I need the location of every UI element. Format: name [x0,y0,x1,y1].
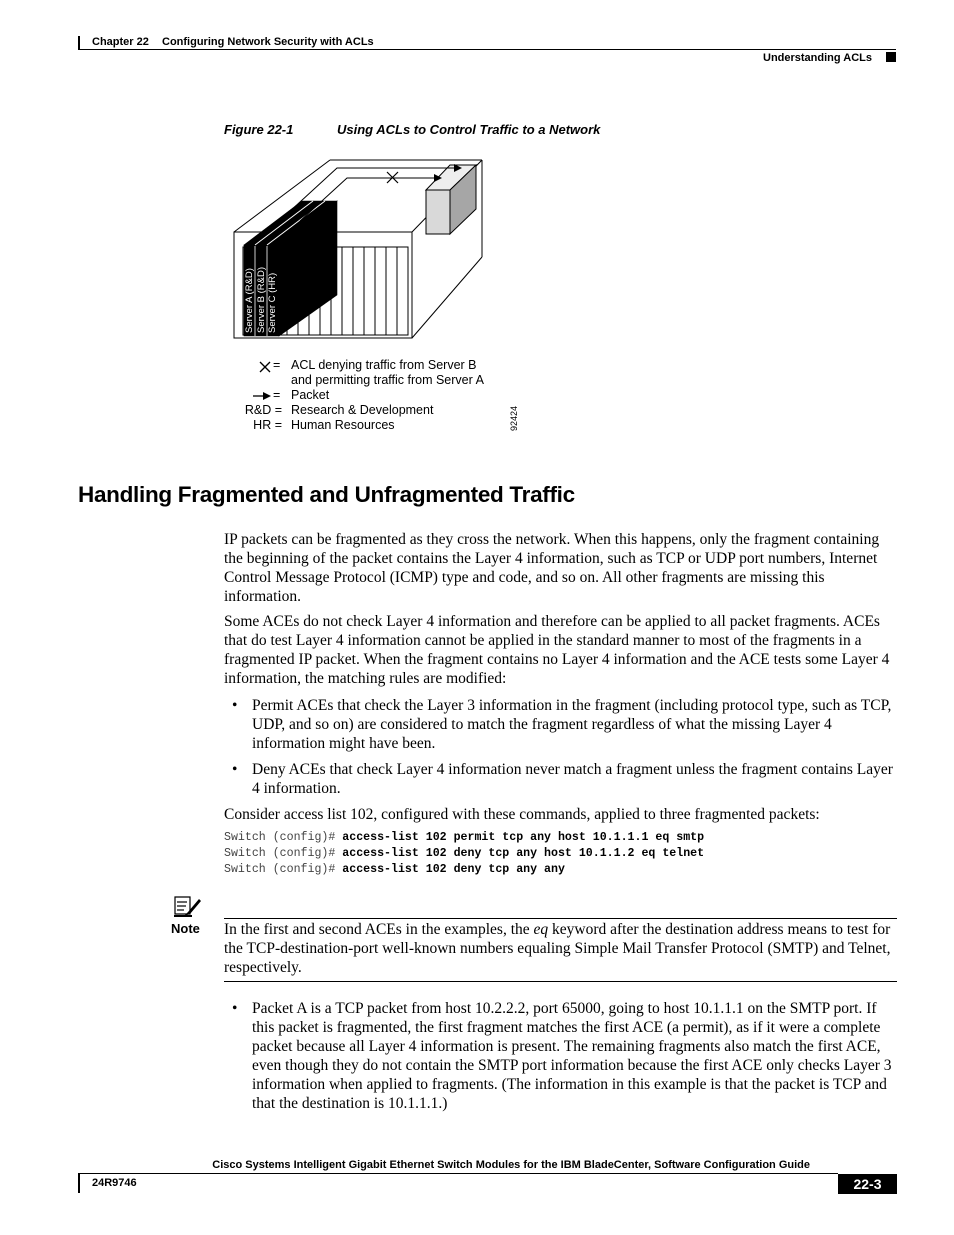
code-line [224,847,704,860]
code-command: access-list 102 deny tcp any host 10.1.1.2 eq telnet [342,847,705,860]
code-line [224,831,704,844]
header-marker [886,52,896,62]
bullet-dot: • [232,761,238,778]
header-section: Understanding ACLs [763,52,872,64]
legend-text-0: ACL denying traffic from Server B [291,358,477,372]
code-command: access-list 102 permit tcp any host 10.1.1.1 eq smtp [342,831,705,844]
footer-page-number: 22-3 [853,1176,882,1192]
legend-text-2: Packet [291,388,330,402]
footer-book-title: Cisco Systems Intelligent Gigabit Ethernet Switch Modules for the IBM BladeCenter, Software Configuration Guide [212,1159,810,1171]
note-keyword: eq [533,921,549,938]
footer-doc-number: 24R9746 [92,1177,137,1189]
header-rule-left [78,36,80,50]
legend-key-2: = [273,388,281,402]
header-chapter-title: Configuring Network Security with ACLs [162,36,374,48]
code-command: access-list 102 deny tcp any any [342,863,565,876]
note-top-rule [224,918,897,919]
note-label: Note [171,921,200,936]
legend-text-1: and permitting traffic from Server A [291,373,484,387]
header-rule [78,49,896,50]
legend-key-0: = [273,358,281,372]
header-chapter: Chapter 22 [92,36,149,48]
code-prompt: Switch (config)# [224,863,343,876]
note-text-after: keyword after the destination address means to test for the TCP-destination-port well-known numbers equaling Simple Mail Transfer Protocol (SMTP) and Telnet, respectively. [224,921,891,976]
note-text [224,920,896,977]
server-b-label: Server B (R&D) [256,267,267,333]
consider-paragraph: Consider access list 102, configured with these commands, applied to three fragmented packets: [224,806,820,823]
figure-number: 92424 [509,405,519,431]
code-prompt: Switch (config)# [224,831,343,844]
footer-rule [78,1173,838,1174]
bullet-item: Deny ACEs that check Layer 4 information never match a fragment unless the fragment contains Layer 4 information. [252,761,893,797]
figure-title: Using ACLs to Control Traffic to a Network [337,122,601,137]
legend-key-4: HR = [253,418,282,432]
note-text-before: In the first and second ACEs in the examples, the [224,921,534,938]
figure-label: Figure 22-1 [224,122,294,137]
server-a-label: Server A (R&D) [244,268,255,333]
bullet-item: Packet A is a TCP packet from host 10.2.2.2, port 65000, going to host 10.1.1.1 on the SMTP port. If this packet is fragmented, the first fragment matches the first ACE (a permit), as if it were a complete packet because all Layer 4 information is present. The remaining fragments also match the first ACE, even though they do not contain the SMTP port information because the first ACE only checks Layer 3 information when applied to fragments. (The information in this example is that the packet is TCP and that the destination is 10.1.1.1.) [252,1000,892,1112]
paragraph-1: IP packets can be fragmented as they cross the network. When this happens, only the fragment containing the beginning of the packet contains the Layer 4 information, such as TCP or UDP port numbers, Internet Control Message Protocol (ICMP) type and code, and so on. All other fragments are missing this information. [224,531,880,605]
pencil-icon [172,894,202,920]
arrow-icon [252,390,272,402]
note-bottom-rule [224,981,897,982]
bullet-item: Permit ACEs that check the Layer 3 information in the fragment (including protocol type, such as TCP, UDP, and so on) are considered to match the fragment regardless of what the missing Layer 4 information might have been. [252,697,892,752]
x-icon [258,360,272,374]
code-prompt: Switch (config)# [224,847,343,860]
footer-rule-left [78,1173,80,1193]
server-c-label: Server C (HR) [267,272,278,333]
legend-key-3: R&D = [244,403,282,417]
section-title: Handling Fragmented and Unfragmented Traffic [78,482,575,507]
figure-caption [224,122,601,137]
switch-module [426,165,476,234]
legend-text-4: Human Resources [291,418,395,432]
bullet-dot: • [232,697,238,714]
legend-text-3: Research & Development [291,403,434,417]
paragraph-2: Some ACEs do not check Layer 4 information and therefore can be applied to all packet fragments. ACEs that do test Layer 4 information cannot be applied in the standard manner to most of the fragments in a fragmented IP packet. When the fragment contains no Layer 4 information and the ACE tests some Layer 4 information, the matching rules are modified: [224,613,890,687]
server-labels [244,267,278,333]
code-line [224,863,565,876]
bullet-dot: • [232,1000,238,1017]
